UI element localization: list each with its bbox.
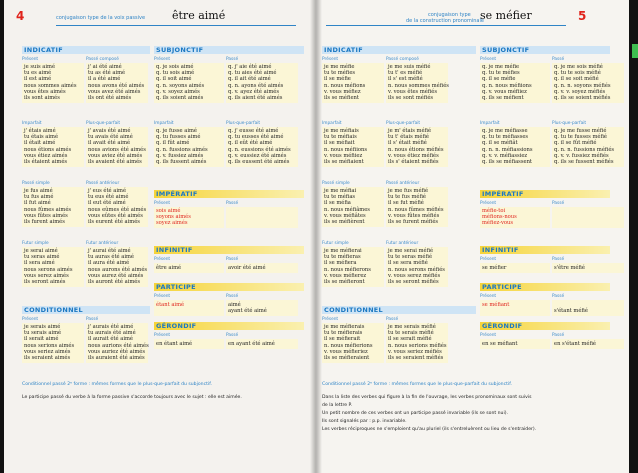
- tense-label: Passé: [552, 294, 565, 299]
- conjugation-line: je suis aimé: [24, 64, 56, 70]
- tense-label: Présent: [322, 57, 339, 62]
- conditionnel-note: Conditionnel passé 2ᵉ forme : mêmes formes que le plus-que-parfait du subjonctif.: [22, 382, 212, 387]
- header-rule: [56, 25, 296, 26]
- conjugation-line: vous aurez été aimés: [88, 272, 144, 279]
- conjugation-line: je me serais méfié: [388, 324, 436, 330]
- conjugation-line: ils se seront méfiés: [388, 279, 439, 285]
- conjugation-line: vous eûtes été aimés: [88, 212, 143, 219]
- conjugation-line: q. ils se fussent méfiés: [554, 159, 614, 165]
- conjugation-line: q. tu sois aimé: [156, 70, 195, 77]
- conjugation-line: aimé: [228, 302, 241, 308]
- conjugation-line: vous seriez aimés: [24, 348, 71, 355]
- conjugation-line: q. ils soient aimés: [156, 95, 204, 101]
- conjugation-line: tu auras été aimé: [88, 254, 135, 261]
- conjugation-line: n. nous étions méfiés: [388, 146, 444, 153]
- conjugation-line: q. v. v. méfiassiez: [482, 152, 528, 159]
- header-subtitle: conjugaison type de la voix passive: [56, 15, 146, 21]
- conjugation-line: vous auriez été aimés: [88, 348, 146, 355]
- conjugation-line: tu te serais méfié: [388, 330, 434, 337]
- tense-label: Présent: [480, 333, 497, 338]
- conjugation-line: n. nous serions méfiés: [388, 342, 447, 349]
- tense-label: Plus-que-parfait: [86, 121, 121, 126]
- conjugation-line: je me suis méfié: [388, 64, 431, 70]
- footer-text: Ils sont signalés par : p.p. invariable.: [322, 419, 407, 424]
- conjugation-line: je me méfierai: [324, 248, 362, 254]
- conjugation-line: vous fûtes aimés: [24, 212, 68, 219]
- conjugation-line: il est aimé: [24, 76, 52, 83]
- gerondif-passe: en s'étant méfié: [554, 341, 596, 347]
- conjugation-line: méfions-nous: [482, 214, 517, 221]
- conjugation-line: il se méfie: [324, 76, 351, 83]
- conjugation-line: ils sont aimés: [24, 95, 60, 101]
- conjugation-line: soyez aimés: [156, 220, 188, 227]
- conjugation-line: ils étaient aimés: [24, 159, 68, 165]
- conjugation-line: q. v. vous méfiiez: [482, 88, 527, 95]
- conjugation-line: s'étant méfié: [554, 308, 588, 314]
- conjugation-line: il serait aimé: [24, 336, 59, 343]
- tense-panel: [226, 207, 298, 228]
- conjugation-line: je me méfiai: [324, 188, 357, 194]
- conjugation-line: nous avions été aimés: [88, 146, 146, 153]
- header-subtitle-line2: de la construction pronominale: [406, 18, 484, 24]
- conjugation-line: tu aurais été aimé: [88, 330, 136, 337]
- subjonctif-heading: SUBJONCTIF: [154, 46, 304, 54]
- conjugation-line: nous eûmes été aimés: [88, 206, 147, 213]
- conjugation-line: q. v. fussiez aimés: [156, 152, 204, 159]
- conjugation-line: il eut été aimé: [88, 200, 126, 207]
- conjugation-line: tu seras aimé: [24, 254, 60, 261]
- conjugation-line: q. tu te fusses méfié: [554, 134, 607, 141]
- conjugation-line: ils ont été aimés: [88, 95, 132, 101]
- infinitif-heading: INFINITIF: [154, 246, 304, 254]
- conditionnel-note: Conditionnel passé 2ᵉ forme : mêmes formes que le plus-que-parfait du subjonctif.: [322, 382, 512, 387]
- conjugation-line: q. tu te méfies: [482, 70, 520, 77]
- conjugation-line: il sera aimé: [24, 260, 55, 267]
- tense-label: Passé: [552, 257, 565, 262]
- tense-label: Présent: [480, 257, 497, 262]
- tense-label: Passé antérieur: [86, 181, 120, 186]
- conjugation-line: q. il soit aimé: [156, 76, 192, 83]
- conjugation-line: v. vous méfierez: [324, 272, 367, 279]
- conjugation-line: ils se méfient: [324, 95, 359, 101]
- conjugation-line: vous étiez aimés: [24, 152, 68, 159]
- conjugation-line: q. je me méfiasse: [482, 128, 528, 134]
- conjugation-line: q. tu eusses été aimé: [228, 134, 284, 141]
- gerondif-passe: en ayant été aimé: [228, 341, 275, 347]
- footer-text: Dans la liste des verbes qui figure à la fin de l'ouvrage, les verbes pronominaux sont suivis: [322, 395, 532, 400]
- conjugation-line: v. vous étiez méfiés: [388, 152, 439, 159]
- tense-panel: [552, 207, 624, 228]
- conjugation-line: q. tu te méfiasses: [482, 134, 529, 141]
- verb-title: se méfier: [480, 9, 532, 22]
- conjugation-line: je fus aimé: [24, 188, 53, 194]
- tense-label: Passé: [552, 333, 565, 338]
- conjugation-line: n. nous méfiions: [324, 146, 367, 153]
- tense-label: Passé simple: [22, 181, 50, 186]
- tense-label: Imparfait: [480, 121, 500, 126]
- conjugation-line: il se sera méfié: [388, 260, 428, 267]
- conjugation-line: il se méfia: [324, 200, 351, 207]
- tense-label: Imparfait: [322, 121, 342, 126]
- conjugation-line: n. nous méfiâmes: [324, 206, 370, 213]
- footer-text: Le participe passé du verbe à la forme passive s'accorde toujours avec le sujet : elle est aimée.: [22, 395, 242, 400]
- infinitif-present: être aimé: [156, 265, 182, 271]
- conjugation-line: q. je me fusse méfié: [554, 128, 607, 134]
- tense-label: Imparfait: [22, 121, 42, 126]
- conjugation-line: vous êtes aimés: [24, 88, 66, 95]
- conjugation-line: ils furent aimés: [24, 219, 65, 225]
- conjugation-line: nous étions aimés: [24, 146, 72, 153]
- conjugation-line: ils s' étaient méfiés: [388, 159, 439, 165]
- conjugation-line: j' eus été aimé: [88, 188, 127, 194]
- gerondif-present: en se méfiant: [482, 341, 518, 347]
- conjugation-line: v. vous serez méfiés: [388, 272, 441, 279]
- conjugation-line: il se méfiera: [324, 260, 357, 267]
- conjugation-line: q. n. nous méfiions: [482, 82, 532, 89]
- conjugation-line: ils eurent été aimés: [88, 219, 140, 225]
- conjugation-line: ils se furent méfiés: [388, 219, 439, 225]
- conjugation-line: q. ils eussent été aimés: [228, 159, 290, 165]
- conjugation-line: q. v. soyez aimés: [156, 88, 200, 95]
- conjugation-line: ils auront été aimés: [88, 279, 141, 285]
- conjugation-line: tu es aimé: [24, 70, 52, 77]
- conjugation-line: tu te méfies: [324, 70, 356, 77]
- tense-label: Présent: [322, 317, 339, 322]
- thumb-index-tab: [632, 44, 638, 58]
- conjugation-line: tu serais aimé: [24, 330, 62, 337]
- conjugation-line: il aurait été aimé: [88, 336, 133, 343]
- conjugation-line: nous aurions été aimés: [88, 342, 149, 349]
- conjugation-line: tu te méfiais: [324, 134, 357, 141]
- tense-label: Passé simple: [322, 181, 350, 186]
- conjugation-line: ils seraient aimés: [24, 355, 71, 361]
- conjugation-line: je m' étais méfié: [388, 128, 432, 134]
- conjugation-line: q. v. eussiez été aimés: [228, 152, 287, 159]
- conjugation-line: v. vous fûtes méfiés: [388, 212, 440, 219]
- conjugation-line: il se méfierait: [324, 336, 361, 343]
- footer-text: Les verbes réciproques ne s'emploient qu'au pluriel (ils s'entreluèrent ou lieu de s'entraider).: [322, 427, 537, 432]
- header-rule: [326, 25, 566, 26]
- gerondif-heading: GÉRONDIF: [154, 322, 304, 330]
- tense-label: Futur simple: [322, 241, 349, 246]
- conjugation-line: q. je me sois méfié: [554, 64, 603, 70]
- conjugation-line: q. il eût été aimé: [228, 140, 273, 147]
- conjugation-line: vous avez été aimés: [88, 88, 141, 95]
- conjugation-line: méfie-toi: [482, 208, 506, 214]
- footer-text: Un petit nombre de ces verbes ont un participe passé invariable (ils se sont nui).: [322, 411, 508, 416]
- conjugation-line: j' étais aimé: [24, 128, 56, 134]
- conjugation-line: v. vous méfiiez: [324, 152, 363, 159]
- conjugation-line: q. n. eussions été aimés: [228, 146, 291, 153]
- tense-label: Présent: [480, 57, 497, 62]
- conjugation-line: tu fus aimé: [24, 194, 54, 201]
- infinitif-passe: avoir été aimé: [228, 265, 266, 271]
- conjugation-line: ils seront aimés: [24, 279, 66, 285]
- tense-label: Présent: [154, 333, 171, 338]
- conjugation-line: q. ils aient été aimés: [228, 95, 283, 101]
- conjugation-line: sois aimé: [156, 208, 181, 214]
- conjugation-line: tu eus été aimé: [88, 194, 129, 201]
- tense-label: Imparfait: [154, 121, 174, 126]
- conjugation-line: il avait été aimé: [88, 140, 131, 147]
- tense-label: Présent: [154, 201, 171, 206]
- conjugation-line: tu te méfierais: [324, 330, 363, 337]
- right-page: [316, 0, 629, 473]
- subjonctif-heading: SUBJONCTIF: [480, 46, 610, 54]
- conjugation-line: méfiez-vous: [482, 220, 514, 227]
- conjugation-line: n. nous serons méfiés: [388, 266, 445, 273]
- footer-text: de la lettre P.: [322, 403, 353, 408]
- participe-present: se méfiant: [482, 302, 510, 308]
- conjugation-line: je me méfierais: [324, 324, 365, 330]
- conjugation-line: je serais aimé: [24, 324, 61, 330]
- conjugation-line: il était aimé: [24, 140, 56, 147]
- conjugation-line: il s' était méfié: [388, 140, 427, 147]
- gerondif-present: en étant aimé: [156, 341, 193, 347]
- participe-heading: PARTICIPE: [154, 283, 304, 291]
- conjugation-line: ils se méfiaient: [324, 159, 364, 165]
- conjugation-line: q. ils se soient méfiés: [554, 95, 611, 101]
- conjugation-line: il se méfiait: [324, 140, 355, 147]
- indicatif-heading: INDICATIF: [322, 46, 476, 54]
- conjugation-line: q. il se soit méfié: [554, 76, 599, 83]
- conjugation-line: j' ai été aimé: [88, 64, 122, 70]
- conditionnel-heading: CONDITIONNEL: [22, 306, 150, 314]
- conjugation-line: vous aviez été aimés: [88, 152, 143, 159]
- tense-label: Présent: [22, 57, 39, 62]
- page-number: 5: [578, 9, 587, 23]
- conjugation-line: q. tu aies été aimé: [228, 70, 277, 77]
- tense-label: Passé: [386, 317, 399, 322]
- left-page: [4, 0, 317, 473]
- header-subtitle-line1: conjugaison type: [428, 12, 471, 18]
- conjugation-line: v. vous méfiâtes: [324, 212, 366, 219]
- conjugation-line: je me méfie: [324, 64, 355, 70]
- conjugation-line: q. n. fussions aimés: [156, 146, 208, 153]
- verb-title: être aimé: [172, 9, 226, 22]
- conjugation-line: j' aurais été aimé: [88, 324, 134, 330]
- conjugation-line: n. nous méfierions: [324, 342, 373, 349]
- tense-label: Passé: [86, 317, 99, 322]
- conjugation-line: j' avais été aimé: [88, 128, 131, 134]
- conjugation-line: q. je fusse aimé: [156, 128, 197, 134]
- conjugation-line: tu t' es méfié: [388, 70, 423, 77]
- conjugation-line: v. vous êtes méfiés: [388, 88, 438, 95]
- indicatif-heading: INDICATIF: [22, 46, 150, 54]
- conjugation-line: q. n. n. méfiassions: [482, 146, 533, 153]
- imperatif-heading: IMPÉRATIF: [154, 190, 304, 198]
- conjugation-line: q. n. ayons été aimés: [228, 82, 284, 89]
- participe-present: étant aimé: [156, 302, 185, 308]
- conjugation-line: il aura été aimé: [88, 260, 130, 267]
- tense-label: Présent: [480, 294, 497, 299]
- conjugation-line: tu as été aimé: [88, 70, 126, 77]
- conjugation-line: q. n. soyons aimés: [156, 82, 205, 89]
- conjugation-line: tu te méfias: [324, 194, 356, 201]
- tense-label: Plus-que-parfait: [226, 121, 261, 126]
- conjugation-line: v. vous seriez méfiés: [388, 348, 442, 355]
- infinitif-passe: s'être méfié: [554, 265, 585, 271]
- tense-label: Plus-que-parfait: [552, 121, 587, 126]
- tense-label: Présent: [480, 201, 497, 206]
- conjugation-line: il a été aimé: [88, 76, 121, 83]
- conjugation-line: q. tu te sois méfié: [554, 70, 601, 77]
- conjugation-line: il s' est méfié: [388, 76, 423, 83]
- infinitif-heading: INFINITIF: [480, 246, 610, 254]
- conjugation-line: ils avaient été aimés: [88, 159, 142, 165]
- conjugation-line: nous avons été aimés: [88, 82, 145, 89]
- tense-label: Futur antérieur: [86, 241, 119, 246]
- conjugation-line: q. v. v. soyez méfiés: [554, 88, 606, 95]
- conjugation-line: nous fûmes aimés: [24, 206, 72, 213]
- conjugation-line: nous aurons été aimés: [88, 266, 148, 273]
- conjugation-line: n. nous méfierons: [324, 266, 371, 273]
- tense-label: Passé: [226, 57, 239, 62]
- conjugation-line: tu te seras méfié: [388, 254, 433, 261]
- tense-label: Futur simple: [22, 241, 49, 246]
- conjugation-line: q. il se méfiât: [482, 140, 518, 147]
- conjugation-line: q. il se méfie: [482, 76, 516, 83]
- imperatif-heading: IMPÉRATIF: [480, 190, 610, 198]
- conjugation-line: tu étais aimé: [24, 134, 59, 141]
- tense-label: Plus-que-parfait: [386, 121, 421, 126]
- conjugation-line: v. vous méfiez: [324, 88, 361, 95]
- conjugation-line: il fut aimé: [24, 200, 51, 207]
- conjugation-line: je me fus méfié: [388, 188, 429, 194]
- conjugation-line: ils se seraient méfiés: [388, 355, 444, 361]
- conjugation-line: tu t' étais méfié: [388, 134, 429, 141]
- conjugation-line: q. n. n. soyons méfiés: [554, 82, 611, 89]
- conjugation-line: n. nous sommes méfiés: [388, 82, 449, 89]
- conjugation-line: tu te méfieras: [324, 254, 361, 261]
- infinitif-present: se méfier: [482, 265, 507, 271]
- tense-label: Présent: [154, 294, 171, 299]
- conjugation-line: q. v. ayez été aimés: [228, 88, 279, 95]
- conjugation-line: nous serions aimés: [24, 342, 75, 349]
- conjugation-line: q. j' eusse été aimé: [228, 128, 279, 134]
- conjugation-line: je serai aimé: [24, 248, 58, 254]
- conjugation-line: q. il fût aimé: [156, 140, 190, 147]
- conjugation-line: ayant été aimé: [228, 308, 267, 315]
- conditionnel-heading: CONDITIONNEL: [322, 306, 476, 314]
- conjugation-line: ils se méfieraient: [324, 355, 370, 361]
- conjugation-line: ils se méfièrent: [324, 219, 365, 225]
- participe-heading: PARTICIPE: [480, 283, 610, 291]
- tense-label: Passé: [226, 257, 239, 262]
- conjugation-line: q. tu fusses aimé: [156, 134, 201, 141]
- conjugation-line: q. je sois aimé: [156, 64, 194, 70]
- conjugation-line: vous serez aimés: [24, 272, 69, 279]
- conjugation-line: nous serons aimés: [24, 266, 73, 273]
- page-number: 4: [16, 9, 25, 23]
- conjugation-line: je me serai méfié: [388, 248, 434, 254]
- conjugation-line: q. j' aie été aimé: [228, 64, 272, 70]
- conjugation-line: j' aurai été aimé: [88, 248, 131, 254]
- conjugation-line: v. vous méfieriez: [324, 348, 368, 355]
- conjugation-line: n. nous méfions: [324, 82, 366, 89]
- conjugation-line: q. je me méfie: [482, 64, 520, 70]
- conjugation-line: tu te fus méfié: [388, 194, 426, 201]
- conjugation-line: ils se sont méfiés: [388, 95, 434, 101]
- conjugation-line: ils auraient été aimés: [88, 355, 145, 361]
- conjugation-line: q. v. v. fussiez méfiés: [554, 152, 609, 159]
- conjugation-line: il se fut méfié: [388, 200, 424, 207]
- conjugation-line: nous sommes aimés: [24, 82, 77, 89]
- conjugation-line: n. nous fûmes méfiés: [388, 206, 444, 213]
- tense-label: Présent: [154, 257, 171, 262]
- conjugation-line: soyons aimés: [156, 214, 191, 221]
- gerondif-heading: GÉRONDIF: [480, 322, 610, 330]
- tense-label: Passé: [552, 57, 565, 62]
- tense-label: Passé composé: [386, 57, 419, 62]
- conjugation-line: q. il ait été aimé: [228, 76, 271, 83]
- conjugation-line: ils se méfieront: [324, 279, 365, 285]
- tense-label: Présent: [22, 317, 39, 322]
- tense-label: Passé: [226, 294, 239, 299]
- conjugation-line: je me méfiais: [324, 128, 359, 134]
- conjugation-line: il se serait méfié: [388, 336, 432, 343]
- conjugation-line: q. il se fût méfié: [554, 140, 597, 147]
- conjugation-line: q. n. n. fussions méfiés: [554, 146, 615, 153]
- tense-label: Passé: [552, 201, 565, 206]
- tense-label: Futur antérieur: [386, 241, 419, 246]
- conjugation-line: tu avais été aimé: [88, 134, 133, 141]
- tense-label: Passé: [226, 201, 239, 206]
- conjugation-line: q. ils fussent aimés: [156, 159, 207, 165]
- conjugation-line: q. ils se méfiassent: [482, 159, 532, 165]
- tense-label: Passé composé: [86, 57, 119, 62]
- tense-label: Passé antérieur: [386, 181, 420, 186]
- tense-label: Passé: [226, 333, 239, 338]
- conjugation-line: q. ils se méfient: [482, 95, 524, 101]
- tense-label: Présent: [154, 57, 171, 62]
